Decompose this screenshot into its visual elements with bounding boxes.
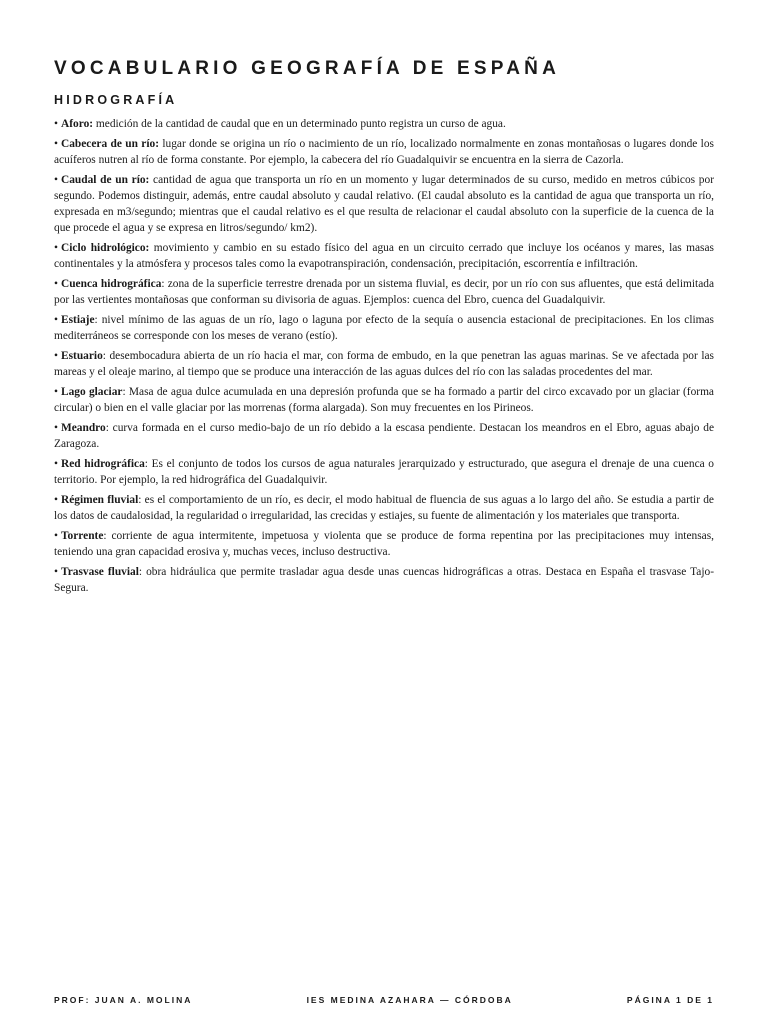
glossary-term: Estiaje: [61, 314, 95, 326]
footer-institution: IES MEDINA AZAHARA — CÓRDOBA: [306, 995, 513, 1005]
page-footer: [54, 994, 714, 1006]
glossary-term: Torrente: [61, 530, 104, 542]
document-page: [54, 58, 714, 600]
bullet-marker: •: [54, 530, 58, 542]
glossary-term: Estuario: [61, 350, 103, 362]
footer-author: PROF: JUAN A. MOLINA: [54, 995, 193, 1005]
bullet-marker: •: [54, 494, 58, 506]
glossary-definition: movimiento y cambio en su estado físico del agua en un circuito cerrado que incluye los océanos y mares, las masas continentales y la atmósfera y procesos tales como la evapotranspiración, condensación, precipitación, escorrentía e infiltración.: [54, 242, 714, 270]
glossary-entry: [54, 348, 714, 380]
glossary-entry: [54, 420, 714, 452]
bullet-marker: •: [54, 174, 58, 186]
glossary-entry: [54, 172, 714, 236]
glossary-entry: [54, 276, 714, 308]
glossary-term: Régimen fluvial: [61, 494, 139, 506]
bullet-marker: •: [54, 566, 58, 578]
glossary-entry: [54, 240, 714, 272]
glossary-term: Trasvase fluvial: [61, 566, 139, 578]
glossary-term: Red hidrográfica: [61, 458, 145, 470]
glossary-definition: : curva formada en el curso medio-bajo de un río debido a la escasa pendiente. Destacan los meandros en el Ebro, aguas abajo de Zaragoza.: [54, 422, 714, 450]
glossary-term: Cuenca hidrográfica: [61, 278, 162, 290]
bullet-marker: •: [54, 278, 58, 290]
glossary-term: Caudal de un río:: [61, 174, 150, 186]
glossary-term: Meandro: [61, 422, 106, 434]
bullet-marker: •: [54, 350, 58, 362]
section-title: HIDROGRAFÍA: [54, 93, 178, 107]
glossary-term: Lago glaciar: [61, 386, 123, 398]
glossary-term: Ciclo hidrológico:: [61, 242, 150, 254]
glossary-entry: [54, 116, 714, 132]
glossary-entry: [54, 312, 714, 344]
footer-page-number: PÁGINA 1 DE 1: [626, 995, 714, 1005]
bullet-marker: •: [54, 314, 58, 326]
glossary-definition: cantidad de agua que transporta un río en un momento y lugar determinados de su curso, medido en metros cúbicos por segundo. Podemos distinguir, además, entre caudal absoluto y caudal relativo. (El caudal absoluto es la cantidad de agua que transporta un río, expresada en m3/segundo; mientras que el caudal relativo es el que resulta de relacionar el caudal absoluto con la superficie de la cuenca de la que procede el agua y se expresa en litros/segundo/ km2).: [54, 174, 714, 234]
glossary-entry: [54, 136, 714, 168]
glossary-definition: : es el comportamiento de un río, es decir, el modo habitual de fluencia de sus aguas a lo largo del año. Se estudia a partir de los datos de caudalosidad, la regularidad o irregularidad, las crecidas y estiajes, su fuente de alimentación y los materiales que transporta.: [54, 494, 714, 522]
glossary-definition: medición de la cantidad de caudal que en un determinado punto registra un curso de agua.: [93, 118, 506, 130]
bullet-marker: •: [54, 458, 58, 470]
glossary-term: Aforo:: [61, 118, 94, 130]
glossary-definition: : zona de la superficie terrestre drenada por un sistema fluvial, es decir, por un río con sus afluentes, que está delimitada por las vertientes montañosas que conforman su divisoria de aguas. Ejemplos: cuenca del Ebro, cuenca del Guadalquivir.: [54, 278, 715, 306]
bullet-marker: •: [54, 242, 58, 254]
glossary-term: Cabecera de un río:: [61, 138, 159, 150]
bullet-marker: •: [54, 138, 58, 150]
document-title: VOCABULARIO GEOGRAFÍA DE ESPAÑA: [54, 58, 560, 79]
glossary-definition: : Es el conjunto de todos los cursos de agua naturales jerarquizado y estructurado, que asegura el drenaje de una cuenca o territorio. Por ejemplo, la red hidrográfica del Guadalquivir.: [54, 458, 714, 486]
glossary-entry: [54, 564, 714, 596]
glossary-entry: [54, 384, 714, 416]
glossary-entry: [54, 492, 714, 524]
glossary-list: [54, 116, 714, 596]
glossary-definition: : corriente de agua intermitente, impetuosa y violenta que se produce de forma repentina por las precipitaciones muy intensas, teniendo una gran capacidad erosiva y, muchas veces, incluso destructiva.: [54, 530, 714, 558]
glossary-definition: : desembocadura abierta de un río hacia el mar, con forma de embudo, en la que penetran las aguas marinas. Se ve afectada por las mareas y el oleaje marino, al tiempo que se produce una interacción de las aguas dulces del río con las saladas procedentes del mar.: [54, 350, 714, 378]
glossary-entry: [54, 456, 714, 488]
glossary-definition: : obra hidráulica que permite trasladar agua desde unas cuencas hidrográficas a otras. Destaca en España el trasvase Tajo-Segura.: [54, 566, 714, 594]
glossary-entry: [54, 528, 714, 560]
glossary-definition: : Masa de agua dulce acumulada en una depresión profunda que se ha formado a partir del circo excavado por un glaciar (forma circular) o bien en el valle glaciar por las morrenas (forma alargada). Son muy frecuentes en los Pirineos.: [54, 386, 714, 414]
bullet-marker: •: [54, 118, 58, 130]
glossary-definition: : nivel mínimo de las aguas de un río, lago o laguna por efecto de la sequía o ausencia estacional de precipitaciones. En los climas mediterráneos se corresponde con los meses de verano (estío).: [54, 314, 714, 342]
bullet-marker: •: [54, 422, 58, 434]
bullet-marker: •: [54, 386, 58, 398]
glossary-definition: lugar donde se origina un río o nacimiento de un río, localizado normalmente en zonas montañosas o lugares donde los acuíferos nutren al río de forma constante. Por ejemplo, la cabecera del río Guadalquivir se encuentra en la sierra de Cazorla.: [54, 138, 714, 166]
